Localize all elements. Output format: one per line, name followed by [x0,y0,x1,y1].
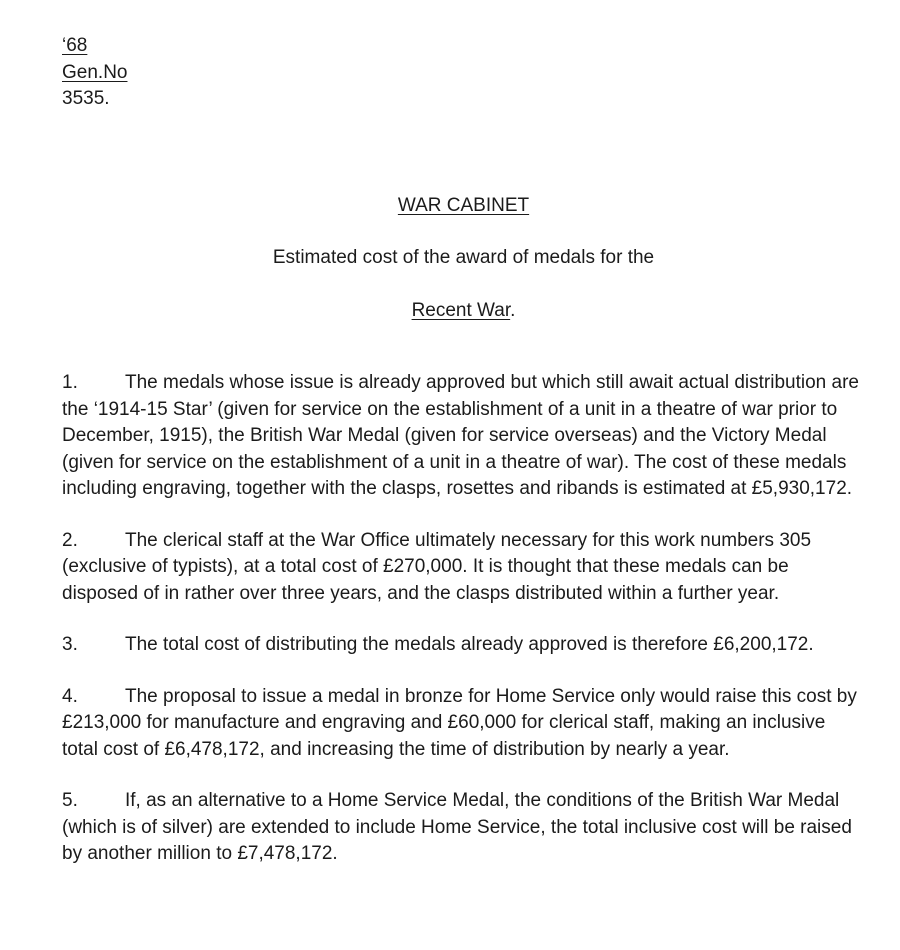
paragraph-4-number: 4. [62,685,78,707]
paragraph-3 [62,632,865,659]
paragraph-4-text: The proposal to issue a medal in bronze for Home Service only would raise this cost by £213,000 for manufacture and engraving and £60,000 for clerical staff, making an inclusive total cost of £6,478,172, and increasing the time of distribution by nearly a year. [62,685,857,760]
gen-no-label [62,60,865,87]
document-title [62,193,865,220]
document-title-text: WAR CABINET [397,194,530,216]
paragraph-2-number: 2. [62,529,78,551]
document-reference [62,33,865,113]
document-subject [62,298,865,325]
paragraph-5-number: 5. [62,790,78,811]
paragraph-1 [62,370,865,503]
paragraph-2 [62,528,865,608]
paragraph-2-text: The clerical staff at the War Office ultimately necessary for this work numbers 305 (exclusive of typists), at a total cost of £270,000. It is thought that these medals can be disposed of in rather over three years, and the clasps distributed within a further year. [62,529,812,604]
document-subtitle: Estimated cost of the award of medals for the [272,247,655,268]
document-subject-period: . [510,299,516,321]
ref-year-text: ‘68 [62,35,88,56]
document-subject-text: Recent War [411,299,511,321]
paragraph-3-text: The total cost of distributing the medals already approved is therefore £6,200,172. [125,634,814,655]
paragraph-5-text: If, as an alternative to a Home Service Medal, the conditions of the British War Medal (which is of silver) are extended to include Home Service, the total inclusive cost will be raised by another million to £7,478,172. [62,790,852,864]
paragraph-3-number: 3. [62,634,78,655]
paragraph-1-text: The medals whose issue is already approved but which still await actual distribution are the ‘1914-15 Star’ (given for service on the establishment of a unit in a theatre of war prior to December, 1915), the British War Medal (given for service overseas) and the Victory Medal (given for service on the establishment of a unit in a theatre of war). The cost of these medals including engraving, together with the clasps, rosettes and ribands is estimated at £5,930,172. [62,372,859,499]
ref-year [62,33,865,60]
paragraph-1-number: 1. [62,372,78,393]
gen-no-value: 3535. [62,88,110,109]
paragraph-4 [62,684,865,764]
paragraph-5 [62,788,865,868]
gen-no-label-text: Gen.No [62,61,128,83]
